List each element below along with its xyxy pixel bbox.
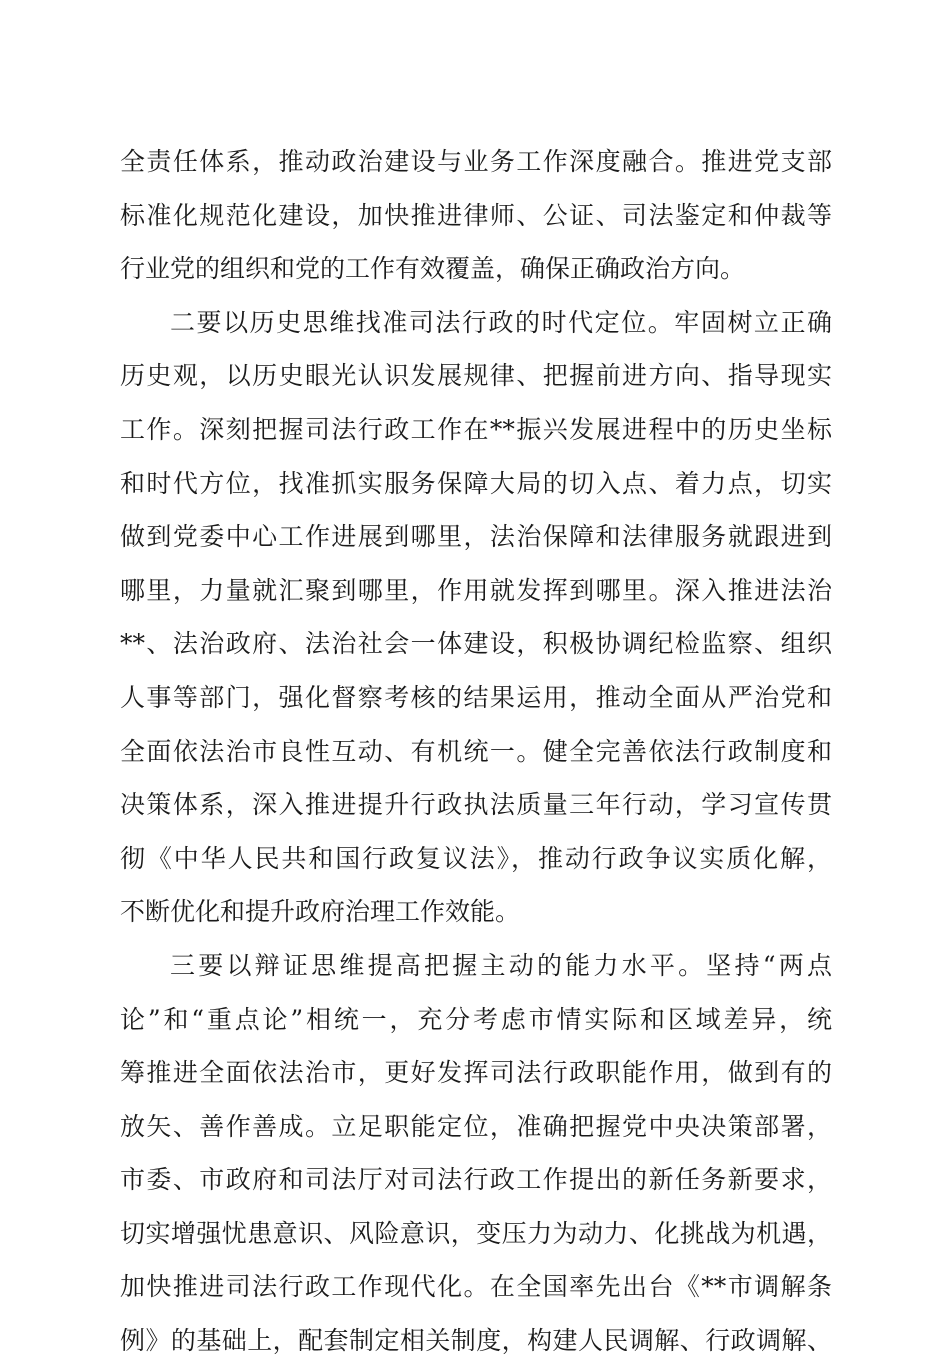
text-line: 放矢、善作善成。立足职能定位，准确把握党中央决策部署， xyxy=(120,1111,832,1141)
text-line: 例》的基础上，配套制定相关制度，构建人民调解、行政调解、 xyxy=(120,1326,832,1356)
text-line: 标准化规范化建设，加快推进律师、公证、司法鉴定和仲裁等 xyxy=(120,200,832,230)
paragraph-start-line: 二要以历史思维找准司法行政的时代定位。牢固树立正确 xyxy=(170,307,832,337)
text-line: 历史观，以历史眼光认识发展规律、把握前进方向、指导现实 xyxy=(120,361,832,391)
paragraph-start-line: 三要以辩证思维提高把握主动的能力水平。坚持“两点 xyxy=(170,950,832,980)
body-text xyxy=(120,135,832,1368)
text-line: 工作。深刻把握司法行政工作在**振兴发展进程中的历史坐标 xyxy=(120,414,832,444)
text-line: 加快推进司法行政工作现代化。在全国率先出台《**市调解条 xyxy=(120,1272,832,1302)
paragraph-end-line: 行业党的组织和党的工作有效覆盖，确保正确政治方向。 xyxy=(120,254,746,284)
text-line: 全责任体系，推动政治建设与业务工作深度融合。推进党支部 xyxy=(120,147,832,176)
text-line: 决策体系，深入推进提升行政执法质量三年行动，学习宣传贯 xyxy=(120,790,832,820)
paragraph-end-line: 不断优化和提升政府治理工作效能。 xyxy=(120,897,521,927)
text-line: 论”和“重点论”相统一，充分考虑市情实际和区域差异，统 xyxy=(120,1004,832,1034)
text-line: 切实增强忧患意识、风险意识，变压力为动力、化挑战为机遇， xyxy=(120,1218,832,1248)
text-line: 筹推进全面依法治市，更好发挥司法行政职能作用，做到有的 xyxy=(120,1058,832,1088)
text-line: 彻《中华人民共和国行政复议法》，推动行政争议实质化解， xyxy=(120,843,832,873)
text-line: 和时代方位，找准抓实服务保障大局的切入点、着力点，切实 xyxy=(120,468,832,498)
text-line: 人事等部门，强化督察考核的结果运用，推动全面从严治党和 xyxy=(120,682,832,712)
text-line: 哪里，力量就汇聚到哪里，作用就发挥到哪里。深入推进法治 xyxy=(120,575,832,605)
text-line: 做到党委中心工作进展到哪里，法治保障和法律服务就跟进到 xyxy=(120,522,832,552)
text-line: 市委、市政府和司法厅对司法行政工作提出的新任务新要求， xyxy=(120,1165,832,1195)
text-line: 全面依法治市良性互动、有机统一。健全完善依法行政制度和 xyxy=(120,736,832,766)
text-line: **、法治政府、法治社会一体建设，积极协调纪检监察、组织 xyxy=(120,629,832,659)
